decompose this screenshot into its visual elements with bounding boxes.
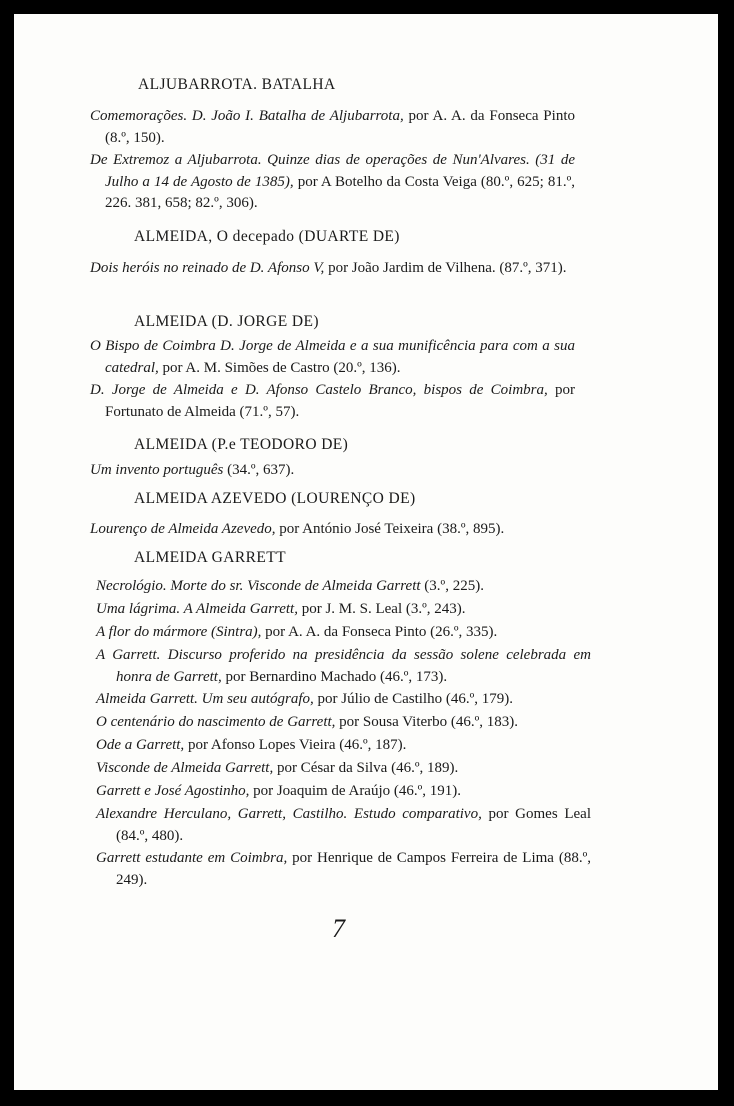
entry-title: O centenário do nascimento de Garrett,	[96, 714, 336, 730]
entry-title: A flor do mármore (Sintra),	[96, 624, 262, 640]
entry-title: Dois heróis no reinado de D. Afonso V,	[90, 260, 325, 276]
bibliography-entry	[90, 258, 575, 280]
entry-title: A Garrett. Discurso proferido na presidência da sessão solene celebrada em honra de Garrett,	[96, 647, 591, 685]
bibliography-entry	[90, 150, 575, 215]
entry-title: De Extremoz a Aljubarrota. Quinze dias de operações de Nun'Alvares. (31 de Julho a 14 de Agosto de 1385),	[90, 152, 575, 190]
section-heading: ALJUBARROTA. BATALHA	[138, 76, 336, 93]
section-heading: ALMEIDA AZEVEDO (LOURENÇO DE)	[134, 490, 416, 507]
entry-rest: por Joaquim de Araújo (46.º, 191).	[253, 783, 462, 799]
bibliography-entry	[90, 106, 575, 149]
bibliography-entry	[96, 848, 591, 891]
bibliography-entry	[96, 758, 571, 780]
entry-rest: por João Jardim de Vilhena. (87.º, 371).	[328, 260, 567, 276]
bibliography-entry	[90, 460, 560, 482]
bibliography-entry	[90, 519, 570, 541]
entry-rest: por A Botelho da Costa Veiga (80.º, 625; 81.º, 226. 381, 658; 82.º, 306).	[105, 173, 576, 211]
entry-title: Garrett e José Agostinho,	[96, 783, 250, 799]
section-heading: ALMEIDA (P.e TEODORO DE)	[134, 436, 349, 453]
entry-title: Garrett estudante em Coimbra,	[96, 850, 288, 866]
entry-title: O Bispo de Coimbra D. Jorge de Almeida e a sua munificência para com a sua catedral,	[90, 338, 575, 376]
bibliography-entry	[90, 336, 575, 379]
bibliography-entry	[96, 735, 571, 757]
entry-rest: por Sousa Viterbo (46.º, 183).	[339, 714, 519, 730]
bibliography-entry	[96, 781, 571, 803]
entry-rest: (3.º, 225).	[424, 578, 484, 594]
bibliography-entry	[96, 599, 566, 621]
entry-rest: (34.º, 637).	[227, 462, 295, 478]
entry-title: D. Jorge de Almeida e D. Afonso Castelo Branco, bispos de Coimbra,	[90, 382, 548, 398]
bibliography-entry	[96, 689, 571, 711]
entry-rest: por César da Silva (46.º, 189).	[276, 760, 459, 776]
section-heading: ALMEIDA (D. JORGE DE)	[134, 313, 319, 330]
entry-rest: por António José Teixeira (38.º, 895).	[279, 521, 505, 537]
document-page	[14, 14, 718, 1090]
entry-rest: por Fortunato de Almeida (71.º, 57).	[105, 382, 575, 420]
entry-rest: por A. A. da Fonseca Pinto (8.º, 150).	[105, 108, 575, 146]
bibliography-entry	[96, 712, 571, 734]
entry-rest: por Henrique de Campos Ferreira de Lima (88.º, 249).	[116, 850, 592, 888]
entry-rest: por Júlio de Castilho (46.º, 179).	[317, 691, 513, 707]
entry-rest: por Gomes Leal (84.º, 480).	[116, 806, 591, 844]
page-number: 7	[332, 914, 345, 943]
section-heading: ALMEIDA GARRETT	[134, 549, 286, 566]
entry-rest: por J. M. S. Leal (3.º, 243).	[301, 601, 466, 617]
entry-title: Uma lágrima. A Almeida Garrett,	[96, 601, 298, 617]
entry-title: Comemorações. D. João I. Batalha de Aljubarrota,	[90, 108, 404, 124]
entry-title: Ode a Garrett,	[96, 737, 185, 753]
section-heading: ALMEIDA, O decepado (DUARTE DE)	[134, 228, 400, 245]
entry-rest: por Afonso Lopes Vieira (46.º, 187).	[187, 737, 407, 753]
entry-title: Necrológio. Morte do sr. Visconde de Almeida Garrett	[96, 578, 421, 594]
entry-rest: por A. A. da Fonseca Pinto (26.º, 335).	[265, 624, 498, 640]
entry-title: Alexandre Herculano, Garrett, Castilho. Estudo comparativo,	[96, 806, 482, 822]
bibliography-entry	[96, 622, 566, 644]
entry-title: Almeida Garrett. Um seu autógrafo,	[96, 691, 314, 707]
bibliography-entry	[90, 380, 575, 423]
entry-rest: por Bernardino Machado (46.º, 173).	[225, 668, 448, 685]
entry-title: Visconde de Almeida Garrett,	[96, 760, 274, 776]
bibliography-entry	[96, 576, 566, 598]
entry-title: Lourenço de Almeida Azevedo,	[90, 521, 276, 537]
bibliography-entry	[96, 804, 591, 847]
entry-title: Um invento português	[90, 462, 224, 478]
bibliography-entry	[96, 645, 591, 688]
entry-rest: por A. M. Simões de Castro (20.º, 136).	[162, 359, 401, 376]
